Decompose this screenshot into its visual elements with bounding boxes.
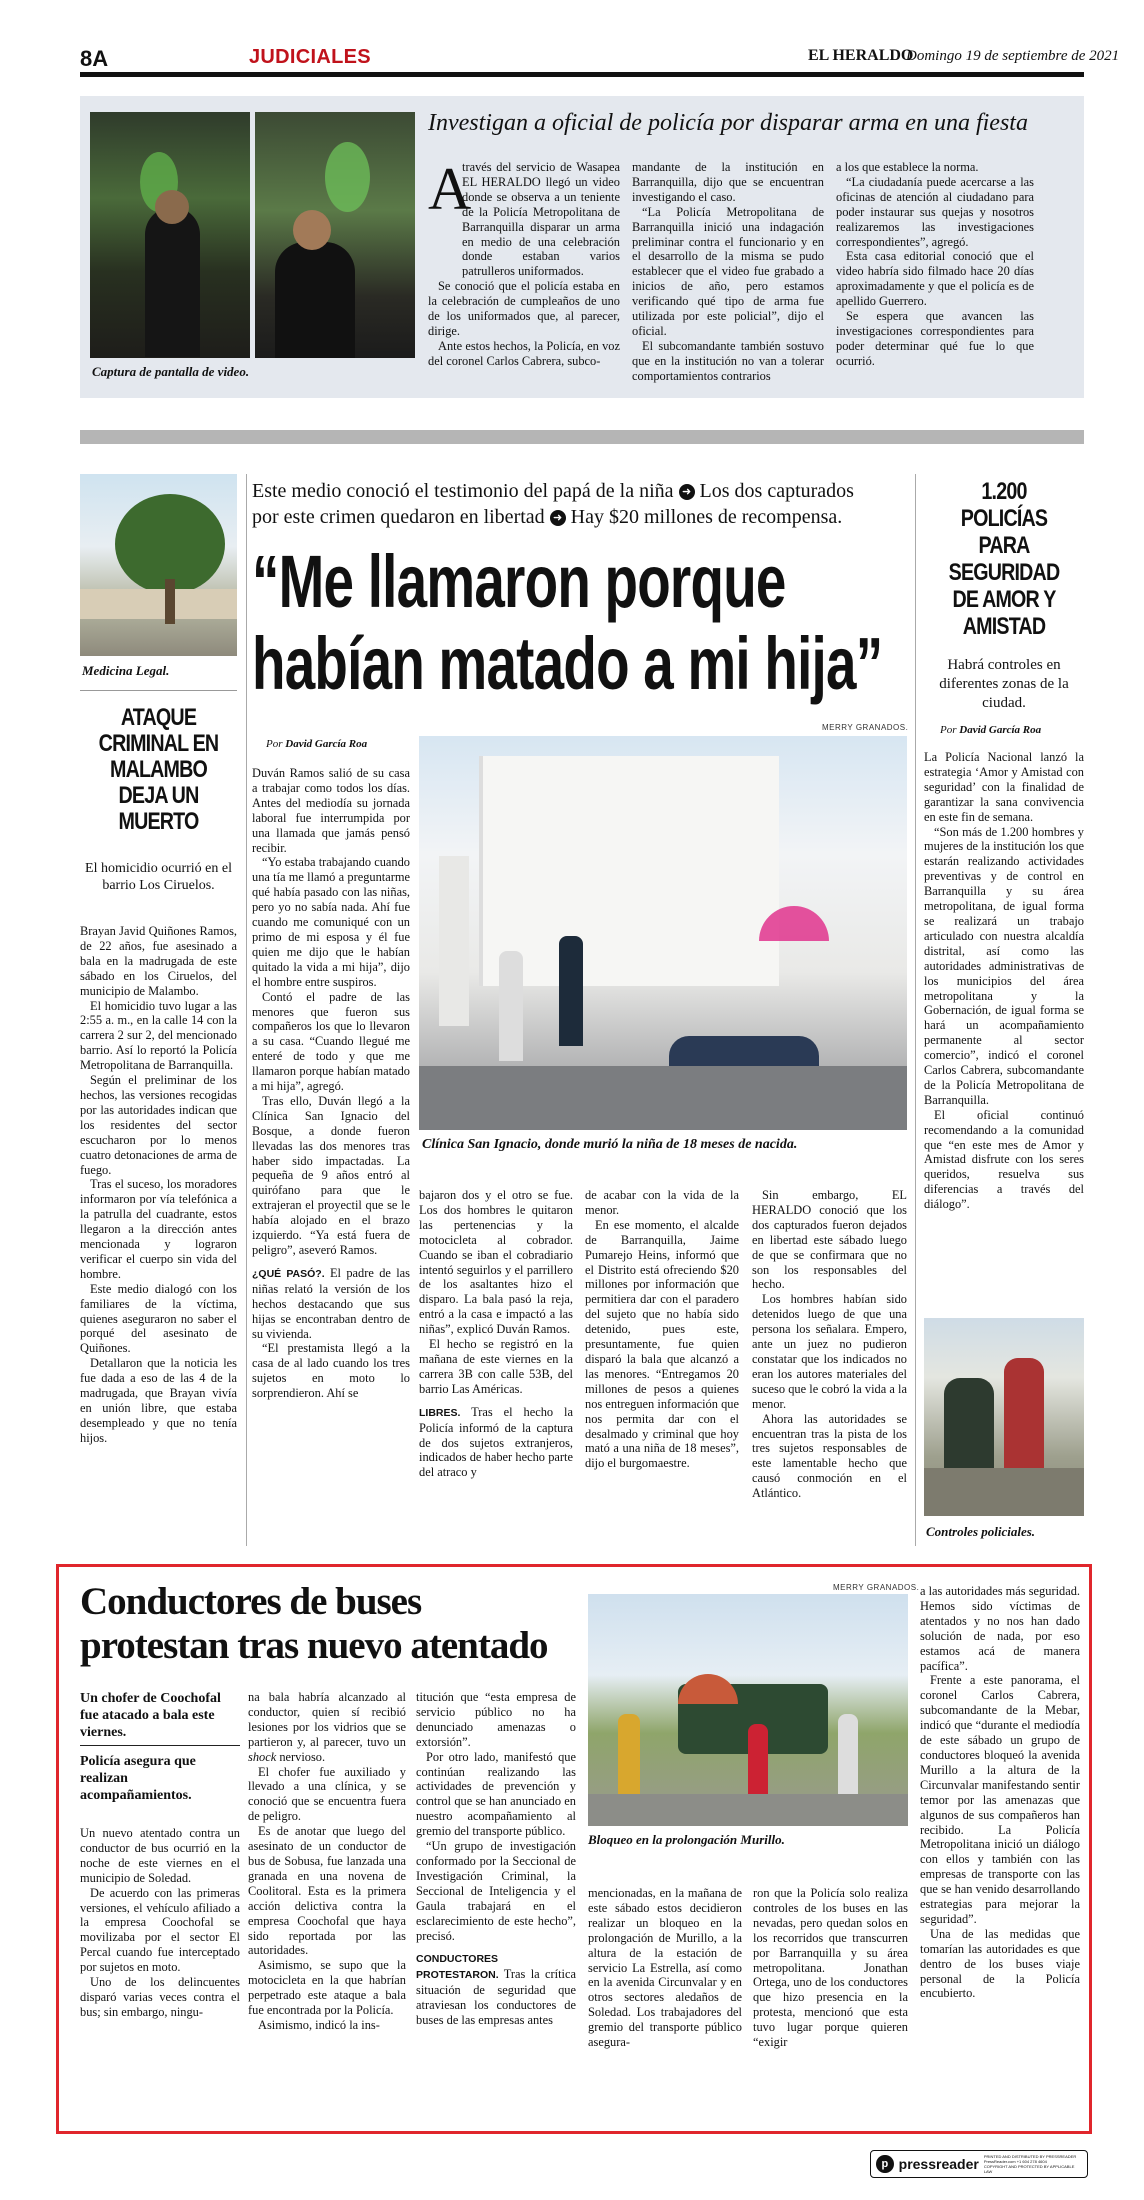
left-story-headline: ATAQUE CRIMINAL EN MALAMBO DEJA UN MUERTO xyxy=(98,704,219,835)
page-number: 8A xyxy=(80,46,109,71)
pressreader-logo-icon: p xyxy=(876,2155,894,2173)
main-col1-sub: El padre de las niñas relató la versión de los hechos destacando que sus hijas se encontraban dentro de su vivienda. xyxy=(252,1265,410,1341)
left-story-body xyxy=(80,924,237,1546)
separator-band xyxy=(80,430,1084,444)
party-photo-2 xyxy=(255,112,415,358)
date: Domingo 19 de septiembre de 2021 xyxy=(906,48,1120,64)
bottom-col1-p2: De acuerdo con las primeras versiones, el vehículo afiliado a la empresa Coochofal se movilizaba por el sector El Percal cuando fue interceptado por sujetos en moto. xyxy=(80,1885,240,1975)
left-body-p1: Brayan Javid Quiñones Ramos, de 22 años, fue asesinado a bala en la madrugada de este sábado en los Ciruelos, del municipio de Malambo. xyxy=(80,924,237,998)
police-control-photo xyxy=(924,1318,1084,1516)
top-story-col2 xyxy=(632,160,824,388)
main-headline-line2: habían matado a mi hija” xyxy=(252,622,883,705)
bottom-col2-em: shock xyxy=(248,1749,277,1764)
top-col1-p1: través del servicio de Wasapea EL HERALDO llegó un video donde se observa a un teniente de la Policía Metropolitana de Barranquilla disparar un arma en medio de una celebración donde estaban varios patrulleros uniformados. xyxy=(462,160,620,279)
medicina-legal-photo xyxy=(80,474,237,656)
pressreader-brand: pressreader xyxy=(898,2156,979,2172)
top-story-caption: Captura de pantalla de video. xyxy=(92,364,250,379)
left-body-p3: Según el preliminar de los hechos, las versiones recogidas por las autoridades indican que los residentes del sector escucharon por lo menos cuatro detonaciones de arma de fuego. xyxy=(80,1073,237,1177)
left-body-p5: Este medio dialogó con los familiares de la víctima, quienes aseguraron no saber el porqué del asesinato de Quiñones. xyxy=(80,1281,237,1356)
bottom-col2-p4: Asimismo, se supo que la motocicleta en la que habrían perpetrado este ataque a bala fue encontrada por la Policía. xyxy=(248,1958,406,2018)
top-story-col3 xyxy=(836,160,1034,388)
bottom-headline-line1: Conductores de buses xyxy=(80,1580,422,1623)
main-col2-p2: El hecho se registró en la mañana de este viernes en la carrera 3B con calle 53B, del barrio Las Américas. xyxy=(419,1337,573,1396)
right-body-p2: “Son más de 1.200 hombres y mujeres de la institución los que estarán realizando actividades preventivas y de control en Barranquilla y su área metropolitana, de igual forma se realizará un trabajo articulado con nuestra alcaldía distrital, así como las autoridades administrativas de los municipios del área metropolitana y la Gobernación, de igual forma se hará un acompañamiento permanente al sector comercio”, indicó el coronel Carlos Cabrera, subcomandante de la Policía Metropolitana de Barranquilla. xyxy=(924,824,1084,1107)
bus-blockade-photo xyxy=(588,1594,908,1826)
bottom-col1-p1: Un nuevo atentado contra un conductor de bus ocurrió en la noche de este viernes en el municipio de Soledad. xyxy=(80,1826,240,1885)
top-col1-p3: Ante estos hechos, la Policía, en voz del coronel Carlos Cabrera, subco- xyxy=(428,338,620,368)
top-story-col1 xyxy=(428,156,620,388)
main-photo-caption: Clínica San Ignacio, donde murió la niña de 18 meses de nacida. xyxy=(422,1137,798,1152)
arrow-icon: ➜ xyxy=(679,484,695,500)
main-col1-p3: Contó el padre de las menores que fueron sus compañeros los que lo llevaron a su casa. “Cuando llegué me enteré de todo y que me llamaron porque habían matado a mi hija”, agregó. xyxy=(252,989,410,1094)
paper-name: EL HERALDO xyxy=(808,47,914,64)
left-headline-wrap xyxy=(80,705,237,835)
top-col2-p3: El subcomandante también sostuvo que en la institución no van a tolerar comportamientos contrarios xyxy=(632,338,824,383)
bottom-col3-p1: titución que “esta empresa de servicio público no ha denunciado amenazas o extorsión”. xyxy=(416,1690,576,1749)
bottom-headline-line2: protestan tras nuevo atentado xyxy=(80,1624,548,1667)
bottom-photo-caption: Bloqueo en la prolongación Murillo. xyxy=(588,1832,785,1847)
party-photo-1 xyxy=(90,112,250,358)
main-headline-line1: “Me llamaron porque xyxy=(252,540,786,623)
main-byline xyxy=(266,738,367,750)
main-right-rule xyxy=(915,474,916,1546)
bottom-col4 xyxy=(588,1886,742,2116)
bottom-col2-p3: Es de anotar que luego del asesinato de un conductor de bus de Sobusa, fue lanzada una granada en una novena de Coolitoral. Esta es la primera acción delictiva contra la empresa Coochofal que haya sido reportada por las autoridades. xyxy=(248,1824,406,1958)
pressreader-legal xyxy=(984,2154,1082,2174)
bottom-col3-p2: Por otro lado, manifestó que continúan realizando las actividades de prevención y control que se han anunciado en nuestro acompañamiento al gremio del transporte público. xyxy=(416,1749,576,1839)
main-col3-p2: En ese momento, el alcalde de Barranquilla, Jaime Pumarejo Heins, informó que el Distrito está ofreciendo $20 millones por información que permitiera dar con el paradero del sujeto que no había sido detenido, pues este, presuntamente, fue quien disparó la bala que alcanzó a las menores. “Entregamos 20 millones de pesos a quienes nos entreguen información que nos permita dar con el desalmado y criminal que hoy mató a una niña de 18 meses”, dijo el burgomaestre. xyxy=(585,1217,739,1471)
main-col4 xyxy=(752,1188,907,1546)
main-col3 xyxy=(585,1188,739,1546)
top-col2-p2: “La Policía Metropolitana de Barranquilla inició una indagación preliminar contra el funcionario y en el desarrollo de la misma se pudo establecer que el video fue grabado a inicios de año, pero estamos verificando qué tipo de arma fue utilizada por este policial”, dijo el oficial. xyxy=(632,204,824,338)
top-col1-p2: Se conoció que el policía estaba en la celebración de cumpleaños de uno de los uniformados que, al parecer, dirige. xyxy=(428,279,620,338)
bottom-deck-2: Policía asegura que realizan acompañamientos. xyxy=(80,1754,196,1803)
bottom-photo-credit: MERRY GRANADOS. xyxy=(833,1583,920,1592)
footer-line-3: COPYRIGHT AND PROTECTED BY APPLICABLE LAW xyxy=(983,2164,1075,2174)
right-story-deck: Habrá controles en diferentes zonas de la ciudad. xyxy=(939,657,1069,711)
main-col2-sub: Tras el hecho la Policía informó de la captura de dos sujetos extranjeros, indicados de haber hecho parte del atraco y xyxy=(419,1404,573,1480)
deck-rule xyxy=(80,1745,240,1746)
right-photo-caption: Controles policiales. xyxy=(926,1524,1036,1539)
bottom-deck-1: Un chofer de Coochofal fue atacado a bala este viernes. xyxy=(80,1691,221,1740)
bottom-col1 xyxy=(80,1826,240,2116)
right-headline-wrap xyxy=(924,478,1084,640)
bottom-col6-p1: a las autoridades más seguridad. Hemos sido víctimas de atentados y no nos han dado solución de nada, por eso estamos acá de manera pacífica”. xyxy=(920,1584,1080,1673)
top-story-title: Investigan a oficial de policía por disparar arma en una fiesta xyxy=(428,110,1028,136)
top-col3-p1: a los que establece la norma. xyxy=(836,160,979,174)
main-col1 xyxy=(252,766,410,1546)
left-story-rule xyxy=(80,690,237,691)
byline-name: David García Roa xyxy=(285,738,368,750)
bottom-col2-b: nervioso. xyxy=(279,1749,326,1764)
main-kicker-line1 xyxy=(252,480,854,503)
left-story-caption: Medicina Legal. xyxy=(82,663,170,678)
main-col2 xyxy=(419,1188,573,1546)
right-byline xyxy=(940,724,1041,736)
arrow-icon: ➜ xyxy=(550,510,566,526)
bottom-col5 xyxy=(753,1886,908,2116)
right-byline-prefix: Por xyxy=(940,724,957,736)
main-col2-p1: bajaron dos y el otro se fue. Los dos hombres le quitaron las pertenencias y la motocicleta al cobrador. Cuando se iban el cobradiario intentó seguirlos y el parrillero de los asaltantes hizo el disparo. La bala pasó la reja, entró a la casa e impactó a las niñas”, explicó Duván Ramos. xyxy=(419,1188,573,1337)
right-story-body xyxy=(924,750,1084,1306)
bottom-col5-p1: ron que la Policía solo realiza controles de los buses en las nevadas, pero quedan solos en los recorridos que transcurren por Barranquilla y su área metropolitana. Jonathan Ortega, uno de los conductores que hizo presencia en la protesta, mencionó que esta tuvo lugar porque quieren “exigir xyxy=(753,1886,908,2050)
bottom-col2-p2: El chofer fue auxiliado y llevado a una clínica, y se conoció que se encuentra fuera de peligro. xyxy=(248,1764,406,1824)
left-column-rule xyxy=(246,474,247,1546)
kicker-3: por este crimen quedaron en libertad xyxy=(252,506,545,528)
main-col4-p1: Sin embargo, EL HERALDO conoció que los dos capturados fueron dejados en libertad este sábado luego de que se confirmara que no son los responsables del hecho. xyxy=(752,1188,907,1292)
right-byline-name: David García Roa xyxy=(959,724,1042,736)
bottom-col2-a: na bala habría alcanzado al conductor, quien sí recibió lesiones por los vidrios que se partieron y, al parecer, tuvo un xyxy=(248,1690,406,1749)
main-kicker-line2 xyxy=(252,506,842,529)
main-col3-p1: de acabar con la vida de la menor. xyxy=(585,1188,739,1217)
bottom-col3 xyxy=(416,1690,576,2116)
right-story-headline: 1.200 POLICÍAS PARA SEGURIDAD DE AMOR Y AMISTAD xyxy=(948,478,1060,640)
header-rule xyxy=(80,72,1084,77)
bottom-col1-p3: Uno de los delincuentes disparó varias veces contra el bus; sin embargo, ningu- xyxy=(80,1975,240,2019)
main-col4-p3: Ahora las autoridades se encuentran tras la pista de los tres sujetos responsables de este lamentable hecho que causó conmoción en el Atlántico. xyxy=(752,1411,907,1501)
bottom-col6 xyxy=(920,1584,1080,2116)
bottom-col3-subhead: CONDUCTORES PROTESTARON. xyxy=(416,1953,499,1982)
kicker-4: Hay $20 millones de recompensa. xyxy=(570,506,843,528)
section-name: JUDICIALES xyxy=(249,46,371,68)
kicker-1: Este medio conoció el testimonio del papá de la niña xyxy=(252,480,674,502)
bottom-col4-p1: mencionadas, en la mañana de este sábado estos decidieron realizar un bloqueo en la prolongación de Murillo, a la altura de la estación de servicio La Estrella, así como en la avenida Circunvalar y en otros sectores aledaños de Soledad. Los trabajadores del gremio del transporte público asegura- xyxy=(588,1886,742,2050)
top-col3-p3: Esta casa editorial conoció que el video habría sido filmado hace 20 días aproximadamente y que el policía es de apellido Guerrero. xyxy=(836,249,1034,309)
main-col1-end: “El prestamista llegó a la casa de al lado cuando los tres sujetos en moto lo sorprendieron. Ahí se xyxy=(252,1341,410,1401)
right-body-p3: El oficial continuó recomendando a la comunidad que “en este mes de Amor y Amistad disfrute con los seres queridos, resuelva sus diferencias a través del diálogo”. xyxy=(924,1107,1084,1212)
pressreader-badge xyxy=(870,2150,1088,2178)
bottom-col3-sub: Tras la crítica situación de seguridad que atraviesan los conductores de buses de las empresas antes xyxy=(416,1967,576,2028)
main-photo-credit: MERRY GRANADOS. xyxy=(822,723,909,732)
right-body-p1: La Policía Nacional lanzó la estrategia ‘Amor y Amistad con seguridad’ con la finalidad de garantizar la sana convivencia en este fin de semana. xyxy=(924,750,1084,824)
left-body-p2: El homicidio tuvo lugar a las 2:55 a. m., en la calle 14 con la carrera 2 sur 2, del mencionado barrio. Así lo reportó la Policía Metropolitana de Barranquilla. xyxy=(80,998,237,1073)
left-body-p6: Detallaron que la noticia les fue dada a eso de las 4 de la madrugada, que Brayan vivía en unión libre, que estaba desempleado y que no tenía hijos. xyxy=(80,1356,237,1445)
bottom-col3-p3: “Un grupo de investigación conformado por la Seccional de Investigación Criminal, la Seccional de Inteligencia y el Gaula trabajará en el esclarecimiento de este hecho”, precisó. xyxy=(416,1839,576,1943)
main-col1-p1: Duván Ramos salió de su casa a trabajar como todos los días. Antes del mediodía su jornada laboral fue interrumpida por una llamada que jamás pensó recibir. xyxy=(252,766,410,855)
top-col2-p1: mandante de la institución en Barranquilla, dijo que se encuentran investigando el caso. xyxy=(632,160,824,204)
clinic-photo xyxy=(419,736,907,1130)
top-col3-p4: Se espera que avancen las investigaciones correspondientes para poder determinar qué fue lo que ocurrió. xyxy=(836,309,1034,368)
main-col1-subhead: ¿QUÉ PASÓ?. xyxy=(252,1267,325,1280)
left-body-p4: Tras el suceso, los moradores informaron por vía telefónica a la patrulla del cuadrante, estos llegaron a la dirección antes mencionada y lograron verificar el cuerpo sin vida del hombre. xyxy=(80,1177,237,1281)
main-col2-subhead: LIBRES. xyxy=(419,1406,461,1419)
bottom-col2 xyxy=(248,1690,406,2116)
main-col1-p4: Tras ello, Duván llegó a la Clínica San Ignacio del Bosque, a donde fueron llevadas las dos menores tras haber sido impactadas. La pequeña de 9 años entró al quirófano para que le extrajeran el proyectil que se le había alojado en el brazo izquierdo. “Ya está fuera de peligro”, aseveró Ramos. xyxy=(252,1093,410,1257)
top-story-dropcap: A xyxy=(428,156,472,222)
bottom-col2-p5: Asimismo, indicó la ins- xyxy=(258,2017,380,2032)
kicker-2: Los dos capturados xyxy=(699,480,854,502)
main-col4-p2: Los hombres habían sido detenidos luego de que una persona los señalara. Empero, ante un juez no pudieron constatar que los indicados no eran los autores materiales del suceso que le cobró la vida a la menor. xyxy=(752,1292,907,1411)
footer-line-1: PRINTED AND DISTRIBUTED BY PRESSREADER xyxy=(983,2154,1077,2159)
footer-line-2: PressReader.com +1 604 278 4604 xyxy=(983,2159,1047,2164)
top-col3-p2: “La ciudadanía puede acercarse a las oficinas de atención al ciudadano para poder instaurar sus quejas y nosotros realizaremos las investigaciones correspondientes”, agregó. xyxy=(836,174,1034,249)
bottom-col6-p3: Una de las medidas que tomarían las autoridades es que dentro de los buses viaje personal de la Policía encubierto. xyxy=(920,1926,1080,2001)
left-story-deck: El homicidio ocurrió en el barrio Los Ciruelos. xyxy=(85,861,232,893)
main-col1-p2: “Yo estaba trabajando cuando una tía me llamó a preguntarme qué había pasado con las niñas, pero yo no sabía nada. Ahí fue cuando me comuniqué con un primo de mi esposa y él fue quien me dijo que le habían quitado la vida a mi hija”, dijo el hombre entre suspiros. xyxy=(252,855,410,989)
bottom-col6-p2: Frente a este panorama, el coronel Carlos Cabrera, subcomandante de la Mebar, indicó que “durante el mediodía de este sábado un grupo de conductores bloqueó la avenida Murillo a la altura de la Circunvalar manifestando sentir temor por las amenazas que algunos de sus compañeros han recibido. La Policía Metropolitana inició un diálogo con ellos y también con las empresas de transporte con las que se han venido desarrollando estrategias para mejorar la seguridad”. xyxy=(920,1673,1080,1926)
byline-prefix: Por xyxy=(266,738,283,750)
